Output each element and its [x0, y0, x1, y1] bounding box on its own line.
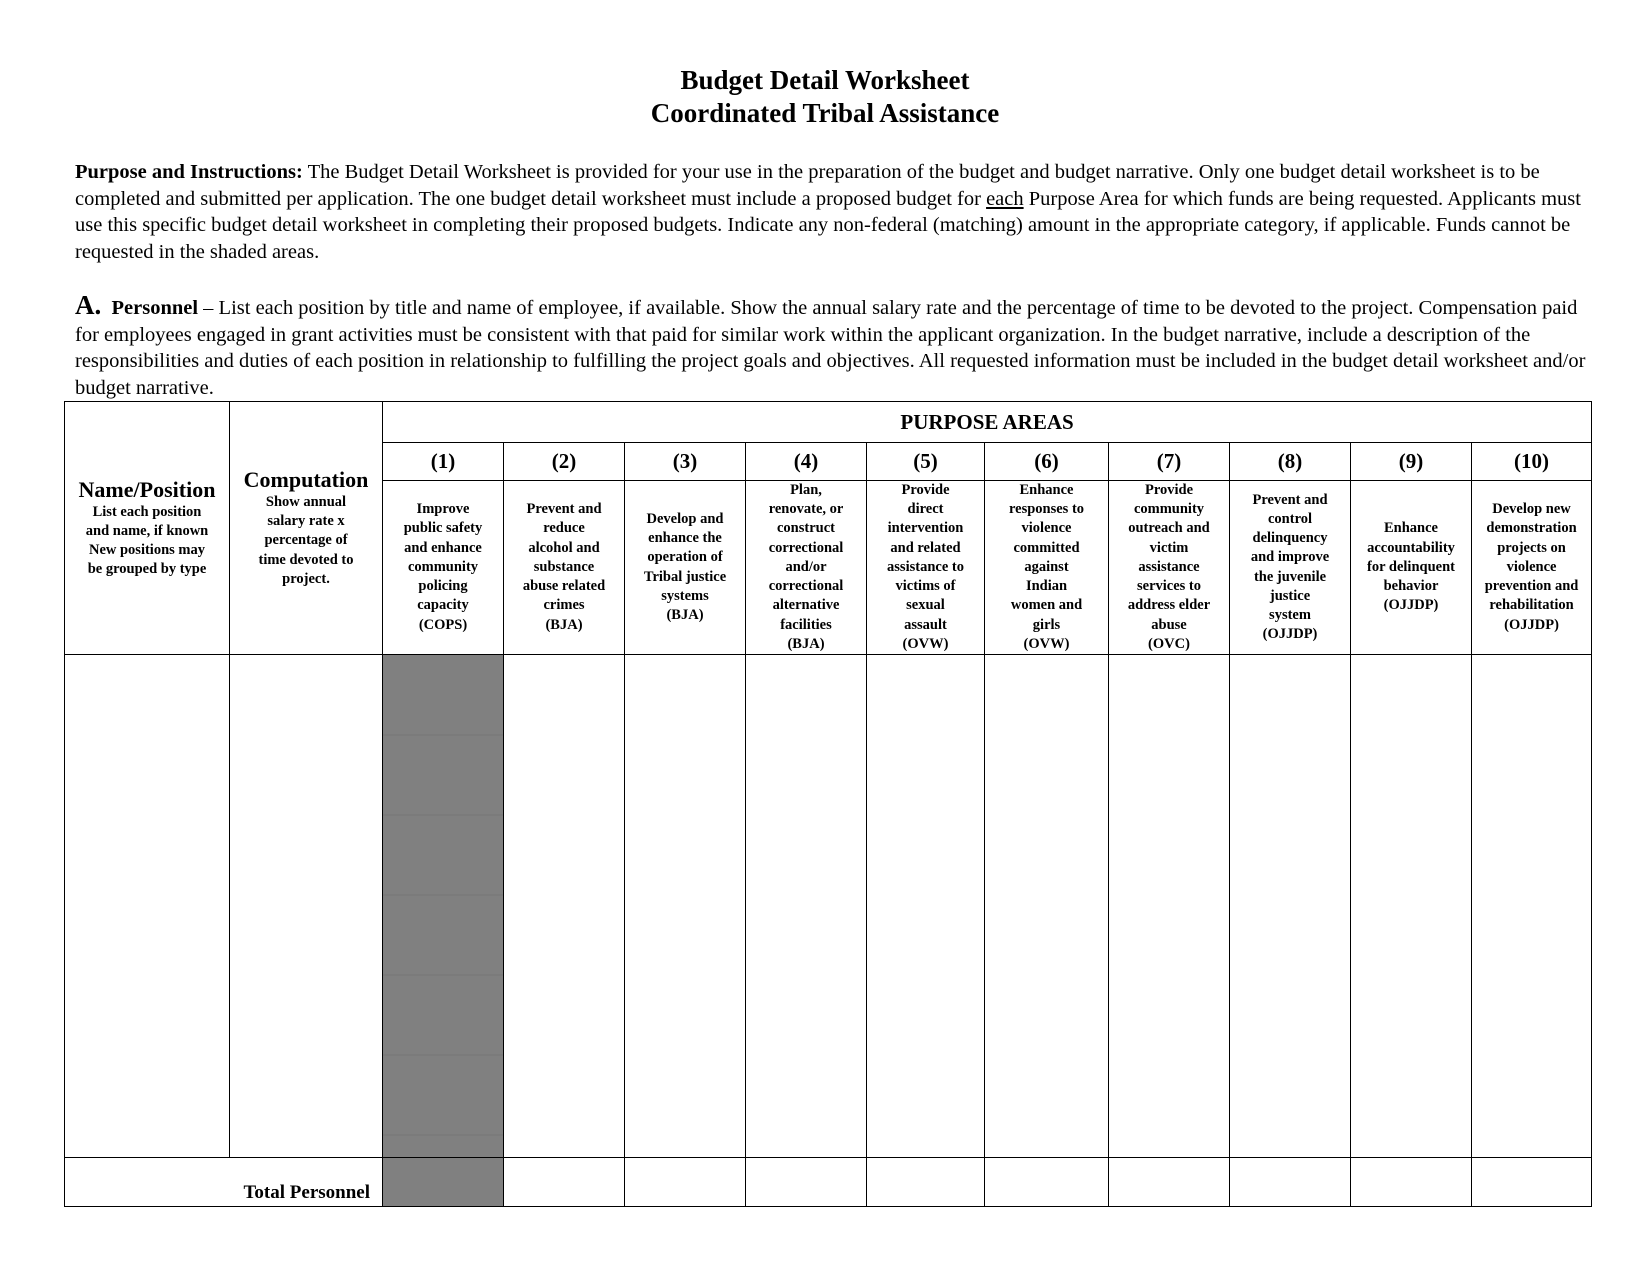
- description-line: capacity: [417, 597, 469, 614]
- title-line-2: Coordinated Tribal Assistance: [650, 98, 1000, 128]
- instructions-label: Purpose and Instructions:: [75, 161, 303, 183]
- purpose-area-4-entry[interactable]: [746, 655, 867, 1158]
- purpose-areas-header: PURPOSE AREAS: [383, 402, 1592, 443]
- description-line: (OJJDP): [1262, 626, 1318, 643]
- description-line: direct: [907, 501, 944, 518]
- instructions-text-2: Purpose Area for which funds are being requested. Applicants must use this specific budget detail worksheet in completing their proposed budgets. Indicate any non-federal (matching) amount in the appropriate category, if applicable. Funds cannot be requested in the shaded areas.: [75, 187, 1581, 263]
- description-line: Enhance: [1384, 520, 1438, 537]
- description-line: rehabilitation: [1489, 597, 1574, 614]
- description-line: (OJJDP): [1383, 597, 1439, 614]
- description-line: (COPS): [418, 616, 468, 633]
- personnel-budget-table: [64, 401, 1592, 1207]
- description-line: women and: [1010, 597, 1083, 614]
- purpose-area-2-total[interactable]: [504, 1158, 625, 1207]
- description-line: assistance: [1138, 558, 1200, 575]
- description-line: abuse: [1151, 616, 1187, 633]
- description-line: Develop new: [1492, 501, 1571, 518]
- name-position-header: [65, 402, 230, 655]
- purpose-area-number-8: (8): [1230, 443, 1351, 481]
- description-line: for delinquent: [1367, 558, 1455, 575]
- description-line: demonstration: [1486, 520, 1577, 537]
- computation-header: [230, 402, 383, 655]
- description-line: facilities: [780, 616, 832, 633]
- header-line: percentage of: [264, 532, 348, 549]
- description-line: responses to: [1008, 501, 1085, 518]
- description-line: alternative: [772, 597, 840, 614]
- purpose-area-7-entry[interactable]: [1109, 655, 1230, 1158]
- purpose-area-3-entry[interactable]: [625, 655, 746, 1158]
- header-line: be grouped by type: [87, 561, 207, 578]
- header-line: project.: [282, 570, 330, 587]
- purpose-area-number-10: (10): [1472, 443, 1592, 481]
- purpose-area-7-total[interactable]: [1109, 1158, 1230, 1207]
- description-line: public safety: [403, 520, 483, 537]
- header-line: New positions may: [88, 542, 205, 558]
- description-line: behavior: [1383, 578, 1439, 595]
- description-line: policing: [418, 578, 468, 595]
- purpose-area-description-4: [746, 481, 867, 655]
- purpose-area-description-3: [625, 481, 746, 655]
- instructions-each: each: [986, 187, 1024, 210]
- purpose-area-number-1: (1): [383, 443, 504, 481]
- title-line-1: Budget Detail Worksheet: [680, 65, 970, 95]
- description-line: delinquency: [1252, 530, 1328, 547]
- purpose-area-number-6: (6): [985, 443, 1109, 481]
- purpose-area-1-total: [383, 1158, 504, 1207]
- description-line: Plan,: [790, 482, 822, 499]
- purpose-area-5-entry[interactable]: [867, 655, 985, 1158]
- name-position-instructions: [65, 503, 229, 580]
- description-line: and enhance: [404, 539, 482, 556]
- purpose-area-5-total[interactable]: [867, 1158, 985, 1207]
- description-line: enhance the: [648, 530, 722, 547]
- purpose-area-9-entry[interactable]: [1351, 655, 1472, 1158]
- description-line: Provide: [1144, 482, 1194, 499]
- header-line: List each position: [92, 503, 202, 520]
- purpose-area-number-4: (4): [746, 443, 867, 481]
- header-line: salary rate x: [267, 513, 345, 530]
- description-line: sexual: [906, 597, 945, 614]
- description-line: Improve: [416, 501, 470, 518]
- description-line: victims of: [895, 578, 956, 595]
- purpose-area-number-7: (7): [1109, 443, 1230, 481]
- description-line: intervention: [887, 520, 964, 537]
- purpose-area-description-9: [1351, 481, 1472, 655]
- purpose-area-description-5: [867, 481, 985, 655]
- description-line: systems: [661, 587, 709, 604]
- description-line: (OVC): [1148, 635, 1190, 652]
- purpose-area-description-8: [1230, 481, 1351, 655]
- description-line: against: [1024, 558, 1069, 575]
- description-line: correctional: [768, 578, 844, 595]
- description-line: address elder: [1127, 597, 1211, 614]
- description-line: prevention and: [1484, 578, 1579, 595]
- description-line: and/or: [785, 558, 827, 575]
- purpose-area-number-5: (5): [867, 443, 985, 481]
- description-line: Provide: [901, 482, 950, 499]
- description-line: reduce: [543, 520, 585, 537]
- description-line: projects on: [1497, 539, 1566, 556]
- description-line: substance: [533, 558, 595, 575]
- description-line: services to: [1136, 578, 1201, 595]
- computation-instructions: [230, 493, 382, 589]
- description-line: (OVW): [902, 635, 949, 652]
- description-line: violence: [1021, 520, 1072, 537]
- purpose-instructions: [75, 159, 1600, 265]
- description-line: accountability: [1367, 539, 1455, 556]
- description-line: (OVW): [1023, 635, 1070, 652]
- description-line: and related: [890, 539, 961, 556]
- purpose-area-1-entry: [383, 655, 504, 1158]
- description-line: Develop and: [646, 510, 724, 527]
- purpose-area-8-entry[interactable]: [1230, 655, 1351, 1158]
- description-line: (BJA): [787, 635, 825, 652]
- description-line: the juvenile: [1253, 568, 1327, 585]
- purpose-area-description-2: [504, 481, 625, 655]
- page-title: [0, 64, 1650, 130]
- description-line: committed: [1013, 539, 1080, 556]
- description-line: Tribal justice: [643, 568, 727, 585]
- header-line: Show annual: [265, 493, 347, 510]
- section-letter: A.: [75, 290, 102, 320]
- description-line: crimes: [543, 597, 585, 614]
- description-line: renovate, or: [768, 501, 844, 518]
- description-line: assistance to: [887, 558, 964, 575]
- header-line: time devoted to: [258, 551, 354, 568]
- computation-title: Computation: [243, 466, 369, 492]
- total-personnel-label: Total Personnel: [65, 1158, 383, 1207]
- purpose-area-number-3: (3): [625, 443, 746, 481]
- computation-entry[interactable]: [230, 655, 383, 1158]
- description-line: assault: [904, 616, 947, 633]
- description-line: control: [1267, 510, 1313, 527]
- description-line: (OJJDP): [1504, 616, 1559, 633]
- description-line: Prevent and: [526, 501, 602, 518]
- description-line: and improve: [1250, 549, 1330, 566]
- section-a-personnel: [75, 292, 1600, 401]
- purpose-area-10-entry[interactable]: [1472, 655, 1592, 1158]
- description-line: Enhance: [1019, 482, 1074, 499]
- section-text: – List each position by title and name of employee, if available. Show the annual salary rate and the percentage of time to be devoted to the project. Compensation paid for employees engaged in grant activities must be consistent with that paid for similar work within the applicant organization. In the budget narrative, include a description of the responsibilities and duties of each position in relationship to fulfilling the project goals and objectives. All requested information must be included in the budget detail worksheet and/or budget narrative.: [75, 297, 1586, 399]
- purpose-area-2-entry[interactable]: [504, 655, 625, 1158]
- description-line: system: [1269, 606, 1311, 623]
- description-line: alcohol and: [528, 539, 600, 556]
- instructions-text-1: The Budget Detail Worksheet is provided for your use in the preparation of the budget and budget narrative. Only one budget detail worksheet is to be completed and submitted per application. The one budget detail worksheet must include a proposed budget for: [75, 161, 1540, 210]
- description-line: operation of: [647, 549, 723, 566]
- description-line: violence: [1506, 558, 1557, 575]
- purpose-area-4-total[interactable]: [746, 1158, 867, 1207]
- description-line: correctional: [768, 539, 844, 556]
- description-line: (BJA): [545, 616, 583, 633]
- header-line: and name, if known: [85, 522, 209, 539]
- purpose-area-description-10: [1472, 481, 1592, 655]
- description-line: victim: [1149, 539, 1189, 556]
- purpose-area-6-total[interactable]: [985, 1158, 1109, 1207]
- description-line: (BJA): [666, 606, 704, 623]
- description-line: community: [407, 558, 479, 575]
- description-line: girls: [1032, 616, 1061, 633]
- purpose-area-6-entry[interactable]: [985, 655, 1109, 1158]
- purpose-area-description-6: [985, 481, 1109, 655]
- description-line: abuse related: [522, 578, 606, 595]
- purpose-area-3-total[interactable]: [625, 1158, 746, 1207]
- description-line: community: [1133, 501, 1205, 518]
- purpose-area-description-1: [383, 481, 504, 655]
- purpose-area-10-total[interactable]: [1472, 1158, 1592, 1207]
- description-line: construct: [777, 520, 835, 537]
- name-position-title: Name/Position: [78, 476, 216, 502]
- purpose-area-8-total[interactable]: [1230, 1158, 1351, 1207]
- name-position-entry[interactable]: [65, 655, 230, 1158]
- purpose-area-description-7: [1109, 481, 1230, 655]
- description-line: outreach and: [1128, 520, 1210, 537]
- purpose-area-number-9: (9): [1351, 443, 1472, 481]
- description-line: Indian: [1025, 578, 1068, 595]
- purpose-area-number-2: (2): [504, 443, 625, 481]
- description-line: justice: [1269, 587, 1311, 604]
- purpose-area-9-total[interactable]: [1351, 1158, 1472, 1207]
- description-line: Prevent and: [1252, 491, 1328, 508]
- section-label: Personnel: [111, 297, 199, 319]
